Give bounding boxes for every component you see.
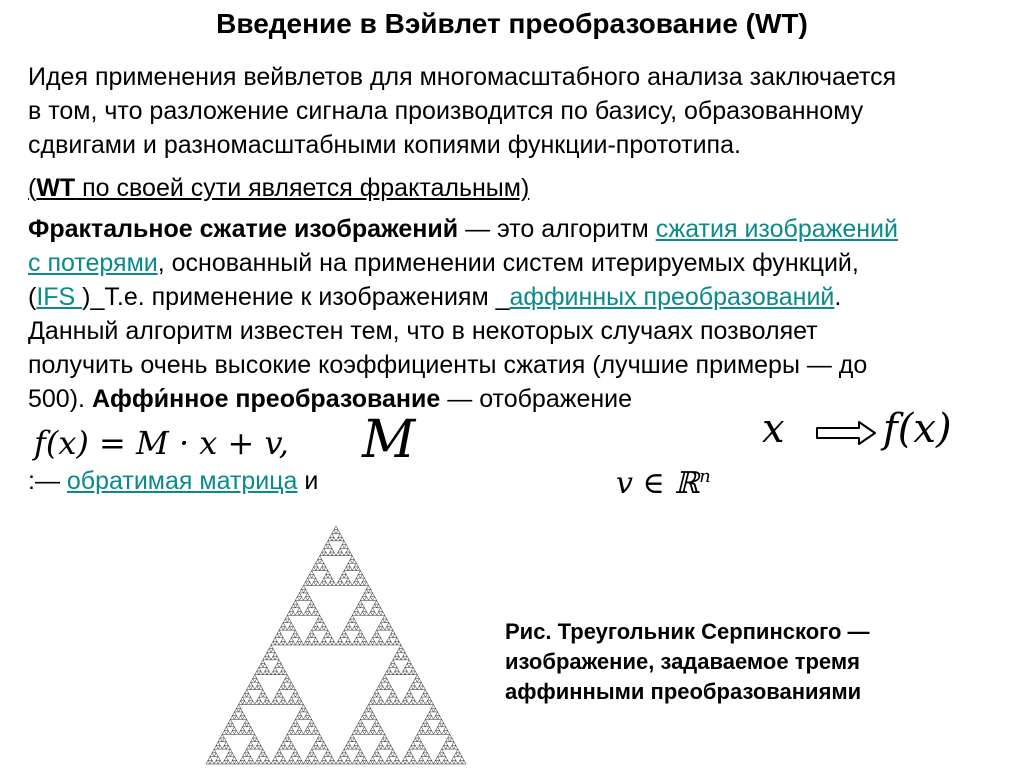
fractal-line-6	[28, 382, 632, 416]
caption-line-3: аффинными преобразованиями	[505, 679, 862, 704]
intro-line-1: Идея применения вейвлетов для многомасштабного анализа заключается	[28, 63, 897, 91]
fractal-text-7: — отображение	[440, 385, 633, 413]
fractal-text-4: )_Т.е. применение к изображениям _	[82, 283, 510, 311]
matrix-line	[28, 464, 318, 498]
fractal-text-5: .	[834, 283, 842, 311]
wt-note	[28, 171, 529, 205]
link-ifs[interactable]: IFS	[36, 283, 83, 311]
formula-v-in-r: v ∈ ℝ	[616, 466, 700, 501]
fractal-text-1: — это алгоритм	[458, 215, 656, 243]
intro-line-3: сдвигами и разномасштабными копиями функции-прототипа.	[28, 131, 741, 159]
fractal-text-2: , основанный на применении систем итерируемых функций,	[157, 249, 859, 277]
link-lossy-compression[interactable]: сжатия изображений	[655, 215, 898, 243]
intro-line-2: в том, что разложение сигнала производится по базису, образованному	[28, 97, 864, 125]
formula-affine: f(x) = M · x + v,	[34, 424, 289, 462]
formula-matrix-M: M	[362, 410, 416, 470]
matrix-suffix: и	[297, 467, 319, 495]
formula-x: x	[762, 406, 785, 452]
matrix-prefix: :—	[28, 467, 67, 495]
formula-fx: f(x)	[883, 406, 952, 452]
fractal-text-6: 500).	[28, 385, 92, 413]
fractal-text-3: (	[28, 283, 37, 311]
wt-note-rest: по своей сути является фрактальным)	[75, 174, 530, 202]
fractal-line-3	[28, 280, 841, 314]
fractal-line-1	[28, 212, 898, 246]
fractal-line-4: Данный алгоритм известен тем, что в некоторых случаях позволяет	[28, 317, 818, 345]
sierpinski-triangle-image	[205, 525, 467, 765]
fractal-term: Фрактальное сжатие изображений	[28, 215, 459, 243]
caption-line-2: изображение, задаваемое тремя	[505, 649, 860, 674]
link-affine-transformations[interactable]: аффинных преобразований	[509, 283, 835, 311]
wt-note-open: (	[28, 174, 37, 202]
figure-caption	[505, 617, 975, 707]
formula-v-in-rn	[616, 466, 711, 501]
link-with-losses[interactable]: с потерями	[28, 249, 158, 277]
arrow-right-icon	[815, 419, 877, 447]
page-title: Введение в Вэйвлет преобразование (WT)	[216, 8, 808, 39]
affine-term: Аффи́нное преобразование	[91, 385, 441, 413]
fractal-line-2	[28, 246, 859, 280]
formula-exponent-n: n	[699, 466, 711, 487]
wt-abbr: WT	[36, 174, 76, 202]
caption-line-1: Рис. Треугольник Серпинского —	[505, 619, 870, 644]
fractal-line-5: получить очень высокие коэффициенты сжатия (лучшие примеры — до	[28, 351, 868, 379]
link-invertible-matrix[interactable]: обратимая матрица	[66, 467, 298, 495]
